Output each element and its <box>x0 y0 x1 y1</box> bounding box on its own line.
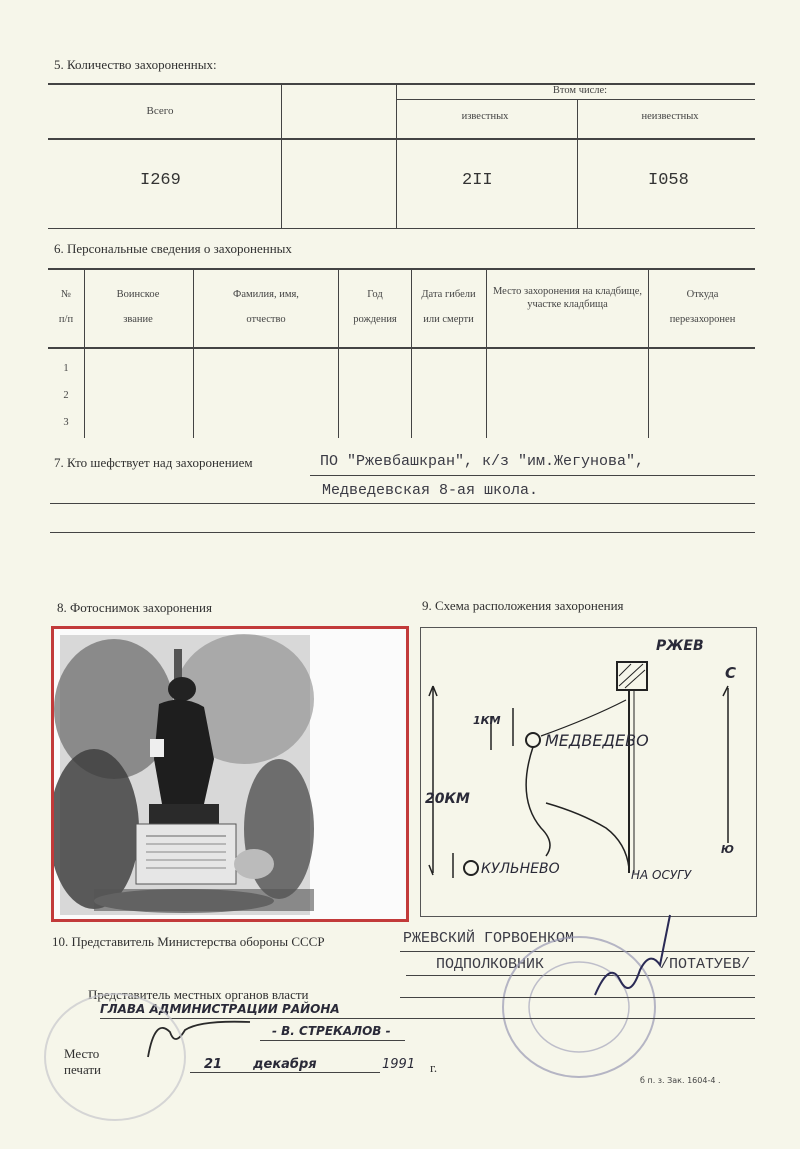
sec9-title: 9. Схема расположения захоронения <box>422 598 624 613</box>
sec7-title: 7. Кто шефствует над захоронением <box>54 455 253 470</box>
sec6-header-born2: рождения <box>353 314 397 325</box>
sec6-header-death1: Дата гибели <box>421 289 476 300</box>
sec6-header-num2: п/п <box>58 314 74 325</box>
local-title: Представитель местных органов власти <box>88 987 309 1002</box>
scheme-label-kulnevo: КУЛЬНЕВО <box>481 861 560 877</box>
sec6-header-rank1: Воинское <box>116 289 160 300</box>
memorial-photo <box>51 626 409 922</box>
sec5-unknown-value: I058 <box>648 171 689 190</box>
sec6-header-born1: Год <box>367 289 383 300</box>
sec5-known-value: 2II <box>462 171 493 190</box>
sec10-name: /ПОТАТУЕВ/ <box>660 956 751 973</box>
sec5-header-known: известных <box>461 111 509 122</box>
print-footer: б п. з. Зак. 1604-4 . <box>640 1076 721 1085</box>
sec5-total-value: I269 <box>140 171 181 190</box>
sec6-row-1: 1 <box>63 363 69 374</box>
scheme-label-south: Ю <box>721 843 734 856</box>
date-month: декабря <box>253 1057 317 1072</box>
sec5-header-unknown: неизвестных <box>641 111 699 122</box>
local-head: ГЛАВА АДМИНИСТРАЦИИ РАЙОНА <box>100 1002 340 1016</box>
local-name: - В. СТРЕКАЛОВ - <box>272 1024 391 1038</box>
scheme-label-medvedevo: МЕДВЕДЕВО <box>545 731 649 750</box>
commissar-signature <box>590 910 680 1005</box>
sec6-header-from2: перезахоронен <box>669 314 736 325</box>
scheme-label-rzhev: РЖЕВ <box>656 638 704 654</box>
sec6-header-rank2: звание <box>123 314 153 325</box>
sec10-title: 10. Представитель Министерства обороны СССР <box>52 934 325 949</box>
sec6-header-death2: или смерти <box>423 314 474 325</box>
sec6-row-3: 3 <box>63 417 69 428</box>
date-day: 21 <box>204 1057 223 1072</box>
scheme-label-north: С <box>725 664 737 682</box>
location-scheme <box>420 627 757 917</box>
sec6-header-name1: Фамилия, имя, <box>233 289 299 300</box>
local-seal <box>40 990 190 1125</box>
sec8-title: 8. Фотоснимок захоронения <box>57 600 212 615</box>
sec6-header-from1: Откуда <box>686 289 719 300</box>
sec5-title: 5. Количество захороненных: <box>54 57 217 72</box>
local-seal-place-2: печати <box>64 1062 102 1077</box>
sec5-header-total: Всего <box>146 105 174 117</box>
sec10-office: РЖЕВСКИЙ ГОРВОЕНКОМ <box>403 930 575 947</box>
date-g: г. <box>430 1060 438 1075</box>
sec5-header-including: Втом числе: <box>552 85 608 96</box>
sec10-rank: ПОДПОЛКОВНИК <box>436 956 545 973</box>
scheme-label-20km: 20КМ <box>425 791 470 807</box>
sec6-row-2: 2 <box>63 390 69 401</box>
local-seal-place-1: Место <box>64 1046 100 1061</box>
date-year: 1991 <box>382 1057 416 1072</box>
sec7-patron-line1: ПО "Ржевбашкран", к/з "им.Жегунова", <box>320 453 645 470</box>
sec6-header-name2: отчество <box>246 314 286 325</box>
sec6-header-place: Место захоронения на кладбище, участке кладбища <box>492 286 643 310</box>
sec6-header-num: № <box>60 289 72 300</box>
scheme-label-osugu: НА ОСУГУ <box>631 868 692 882</box>
sec6-title: 6. Персональные сведения о захороненных <box>54 241 292 256</box>
scheme-label-1km: 1КМ <box>473 714 501 727</box>
sec7-patron-line2: Медведевская 8-ая школа. <box>322 482 539 499</box>
